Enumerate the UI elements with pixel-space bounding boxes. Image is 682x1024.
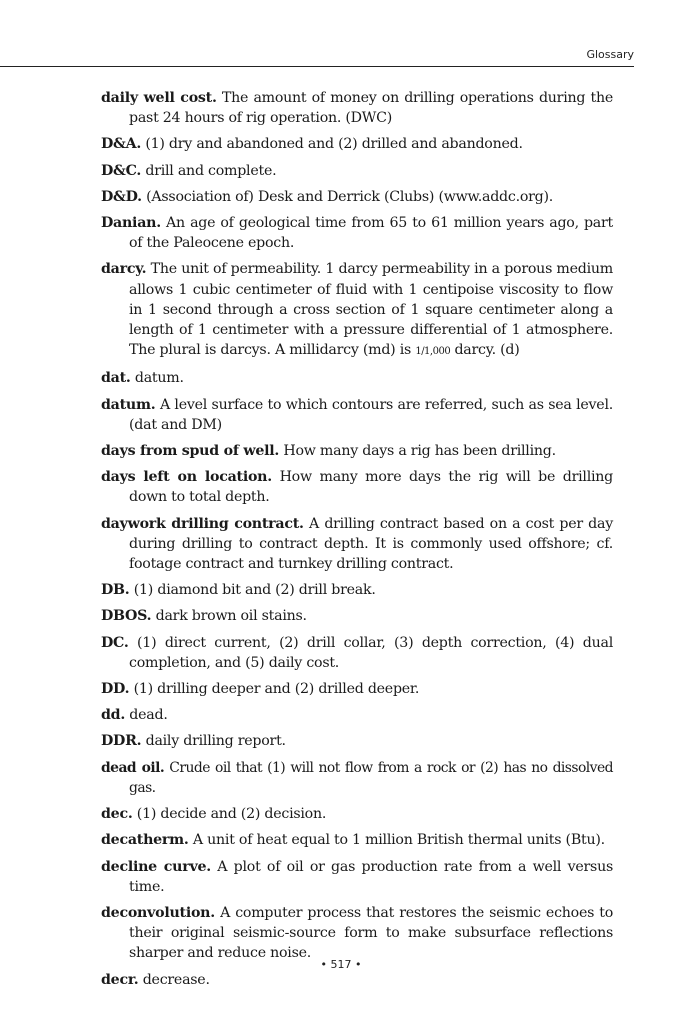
entry-term: decr. [101, 971, 139, 988]
glossary-entry [101, 580, 613, 600]
glossary-entry [101, 514, 613, 575]
entry-definition: dark brown oil stains. [155, 608, 307, 625]
entry-definition: An age of geological time from 65 to 61 million years ago, part of the Paleocene epoch. [129, 215, 613, 252]
entry-term: dat. [101, 370, 131, 387]
glossary-entry [101, 441, 613, 461]
entry-definition: (1) dry and abandoned and (2) drilled and abandoned. [145, 136, 523, 153]
entry-definition: How many more days the rig will be drilling down to total depth. [129, 469, 613, 506]
entry-definition: A level surface to which contours are referred, such as sea level. (dat and DM) [129, 396, 613, 433]
glossary-entry [101, 970, 613, 990]
entry-definition: The unit of permeability. 1 darcy permeability in a porous medium allows 1 cubic centimeter of fluid with 1 centipoise viscosity to flow in 1 second through a cross section of 1 square centimeter along a length of 1 centimeter with a pressure differential of 1 atmosphere. The plural is darcys. A millidarcy (md) is [129, 261, 613, 359]
running-head: Glossary [586, 48, 634, 61]
entry-definition: daily drilling report. [145, 733, 286, 750]
entry-definition: dead. [129, 707, 168, 724]
entry-term: DB. [101, 582, 130, 599]
entry-term: decatherm. [101, 832, 189, 849]
entry-term: darcy. [101, 261, 147, 278]
entry-term: DBOS. [101, 608, 152, 625]
entry-definition: (1) drilling deeper and (2) drilled deeper. [133, 681, 420, 698]
entry-definition: drill and complete. [145, 162, 277, 179]
glossary-entry [101, 134, 613, 154]
entry-definition: (Association of) Desk and Derrick (Clubs) (www.addc.org). [146, 188, 554, 205]
glossary-entry [101, 903, 613, 964]
entry-definition-tail: darcy. (d) [454, 342, 520, 359]
entry-term: dec. [101, 806, 133, 823]
entry-definition: The amount of money on drilling operations during the past 24 hours of rig operation. (DWC) [129, 90, 613, 127]
entry-term: daily well cost. [101, 90, 217, 106]
entry-definition: How many days a rig has been drilling. [283, 443, 556, 460]
glossary-entry [101, 758, 613, 798]
entry-definition: Crude oil that (1) will not flow from a rock or (2) has no dissolved gas. [129, 759, 613, 796]
entry-definition: A unit of heat equal to 1 million British thermal units (Btu). [192, 832, 605, 849]
entry-definition: (1) decide and (2) decision. [136, 806, 327, 823]
entry-term: days left on location. [101, 469, 272, 486]
glossary-entry [101, 467, 613, 507]
glossary-entry [101, 395, 613, 435]
entry-term: D&C. [101, 162, 142, 179]
glossary-entry [101, 857, 613, 897]
entry-term: dead oil. [101, 759, 165, 776]
entry-definition: (1) direct current, (2) drill collar, (3) depth correction, (4) dual completion, and (5) daily cost. [129, 634, 613, 671]
entry-fraction: 1/1,000 [415, 346, 451, 358]
page-number: • 517 • [320, 958, 362, 971]
glossary-entry [101, 830, 613, 850]
entry-term: D&A. [101, 136, 142, 153]
entry-definition: (1) diamond bit and (2) drill break. [133, 582, 376, 599]
glossary-entry [101, 804, 613, 824]
entry-term: datum. [101, 396, 156, 413]
glossary-entry [101, 679, 613, 699]
glossary-entry [101, 187, 613, 207]
entry-term: deconvolution. [101, 904, 215, 921]
entry-term: days from spud of well. [101, 443, 280, 460]
entry-definition: A drilling contract based on a cost per day during drilling to contract depth. It is commonly used offshore; cf. footage contract and turnkey drilling contract. [129, 515, 613, 573]
entry-term: DC. [101, 634, 129, 651]
glossary-entry [101, 88, 613, 128]
glossary-entry [101, 606, 613, 626]
entry-term: dd. [101, 707, 126, 724]
glossary-entry [101, 633, 613, 673]
entry-term: D&D. [101, 188, 142, 205]
header-rule [0, 66, 634, 67]
entry-term: Danian. [101, 215, 161, 232]
glossary-entry [101, 731, 613, 751]
entry-term: DDR. [101, 733, 142, 750]
entry-term: decline curve. [101, 858, 211, 875]
entry-term: daywork drilling contract. [101, 515, 304, 532]
glossary-entry [101, 368, 613, 388]
glossary-entries [101, 88, 613, 996]
glossary-entry [101, 705, 613, 725]
glossary-entry [101, 161, 613, 181]
entry-term: DD. [101, 681, 130, 698]
glossary-entry [101, 213, 613, 253]
entry-definition: decrease. [142, 971, 210, 988]
entry-definition: A computer process that restores the seismic echoes to their original seismic-source form to make subsurface reflections sharper and reduce noise. [129, 904, 613, 962]
glossary-entry [101, 259, 613, 362]
entry-definition: A plot of oil or gas production rate from a well versus time. [129, 858, 613, 895]
entry-definition: datum. [134, 370, 184, 387]
